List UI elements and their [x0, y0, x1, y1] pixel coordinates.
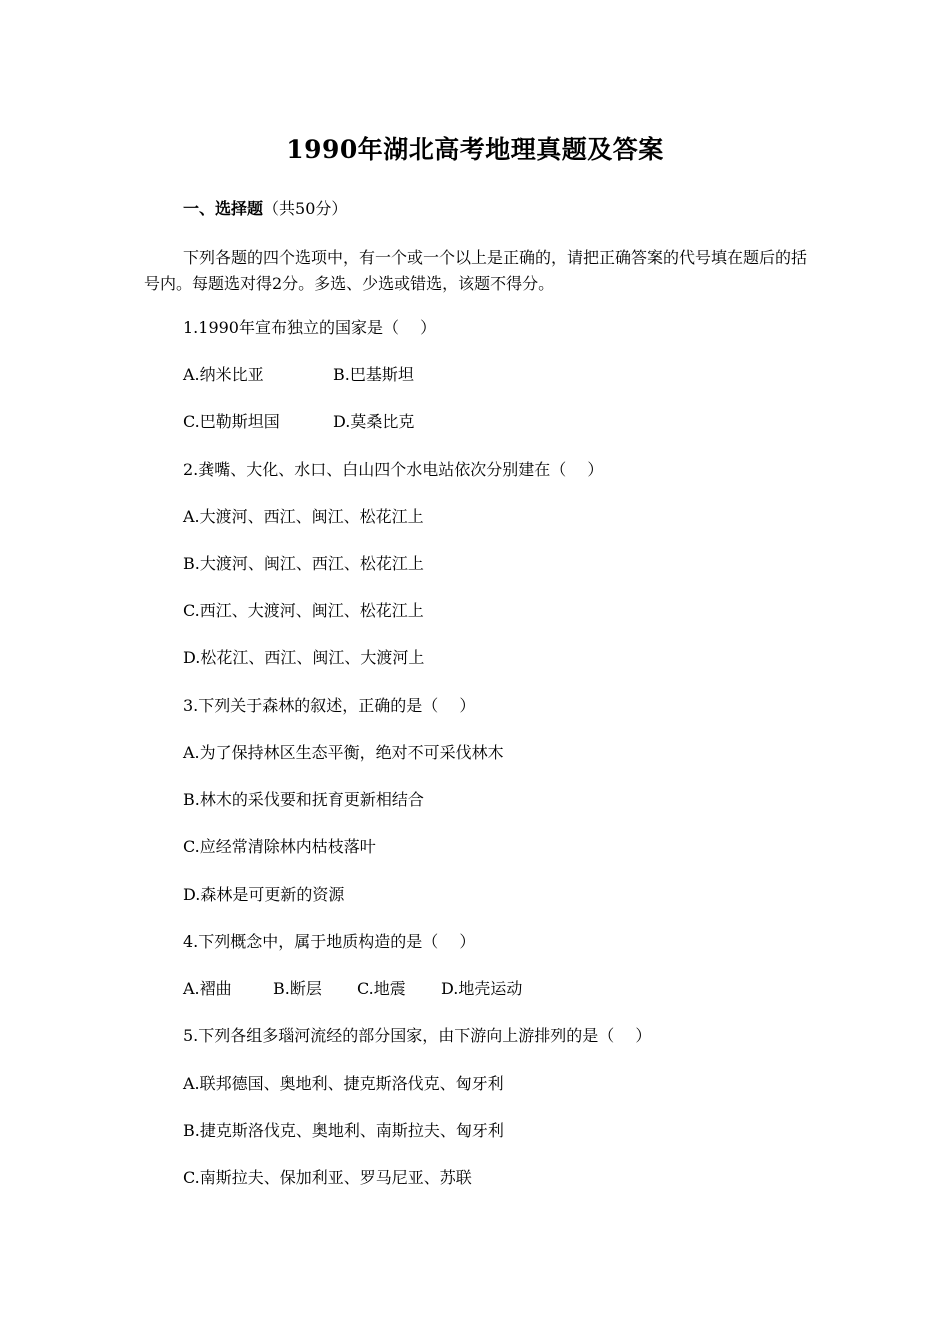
question-1-option-d: D.莫桑比克: [333, 412, 415, 431]
question-5-stem: 5.下列各组多瑙河流经的部分国家，由下游向上游排列的是（ ）: [183, 1026, 652, 1045]
question-3-stem: 3.下列关于森林的叙述，正确的是（ ）: [183, 696, 476, 715]
question-1-options-row-1: [183, 364, 414, 386]
question-1-option-a: A.纳米比亚: [183, 365, 264, 384]
question-5-option-b: B.捷克斯洛伐克、奥地利、南斯拉夫、匈牙利: [183, 1121, 504, 1140]
question-3-option-b: B.林木的采伐要和抚育更新相结合: [183, 790, 424, 809]
section-heading: [183, 198, 347, 220]
question-2-stem: 2.龚嘴、大化、水口、白山四个水电站依次分别建在（ ）: [183, 460, 604, 479]
question-5-option-a: A.联邦德国、奥地利、捷克斯洛伐克、匈牙利: [183, 1074, 504, 1093]
section-score-note: （共50分）: [263, 199, 348, 218]
question-4-option-b: B.断层: [273, 979, 322, 998]
page-title: 1990年湖北高考地理真题及答案: [286, 135, 664, 164]
question-4-stem: 4.下列概念中，属于地质构造的是（ ）: [183, 932, 476, 951]
question-3-option-d: D.森林是可更新的资源: [183, 885, 345, 904]
question-3-option-c: C.应经常清除林内枯枝落叶: [183, 837, 376, 856]
question-2-option-d: D.松花江、西江、闽江、大渡河上: [183, 648, 425, 667]
question-5-option-c: C.南斯拉夫、保加利亚、罗马尼亚、苏联: [183, 1168, 472, 1187]
question-1-option-b: B.巴基斯坦: [333, 365, 414, 384]
question-1-stem: 1.1990年宣布独立的国家是（ ）: [183, 318, 437, 337]
question-2-option-b: B.大渡河、闽江、西江、松花江上: [183, 554, 424, 573]
question-1-option-c: C.巴勒斯坦国: [183, 412, 280, 431]
question-4-option-c: C.地震: [357, 979, 406, 998]
question-2-option-c: C.西江、大渡河、闽江、松花江上: [183, 601, 424, 620]
question-3-option-a: A.为了保持林区生态平衡，绝对不可采伐林木: [183, 743, 504, 762]
question-1-options-row-2: [183, 411, 414, 433]
question-2-option-a: A.大渡河、西江、闽江、松花江上: [183, 507, 424, 526]
instructions-paragraph: 下列各题的四个选项中，有一个或一个以上是正确的，请把正确答案的代号填在题后的括号内。每题选对得2分。多选、少选或错选，该题不得分。: [144, 248, 808, 293]
question-4-options-row: [183, 978, 522, 1000]
question-4-option-d: D.地壳运动: [441, 979, 523, 998]
section-heading-label: 一、选择题: [183, 199, 264, 218]
question-4-option-a: A.褶曲: [183, 979, 232, 998]
